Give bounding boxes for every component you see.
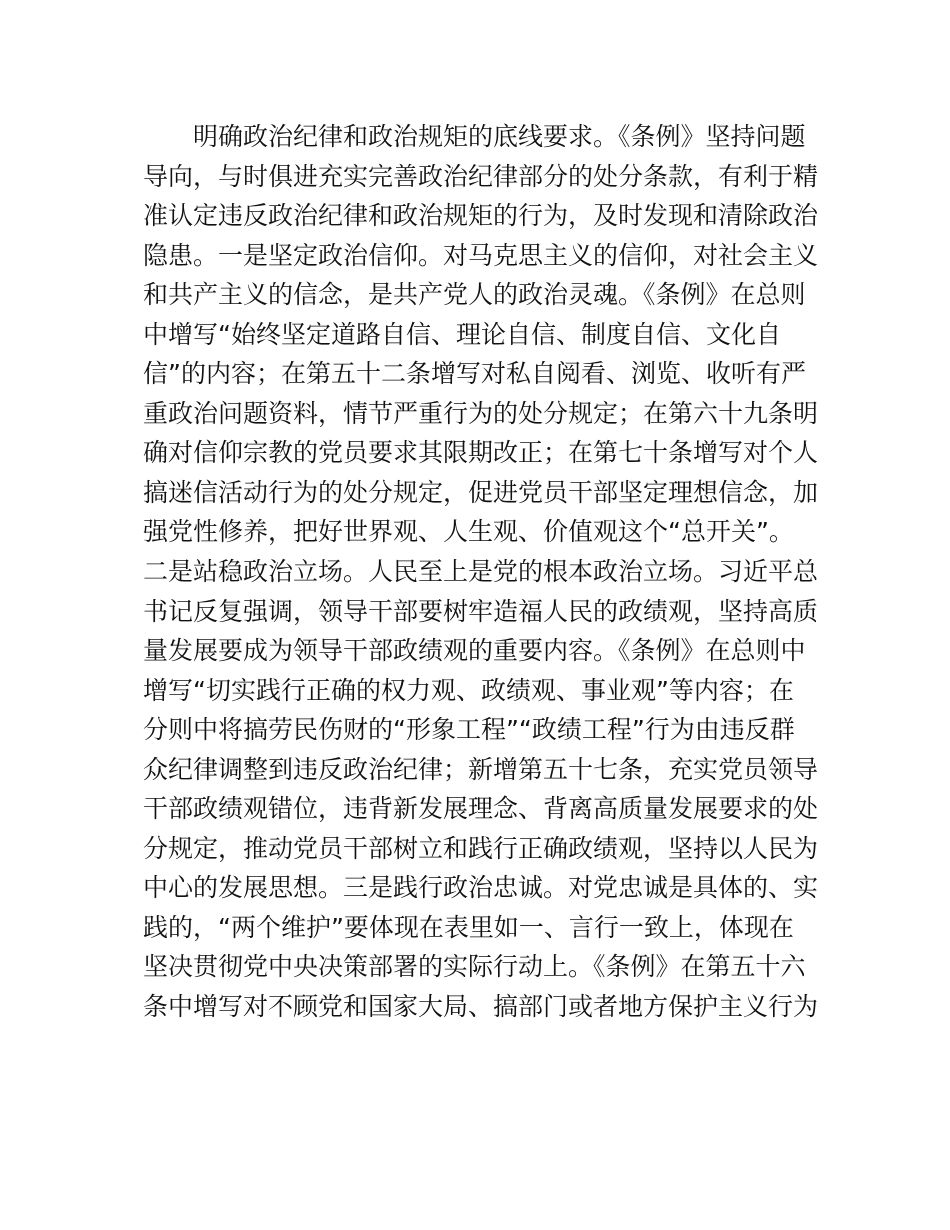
text-line: 坚决贯彻党中央决策部署的实际行动上。《条例》在第五十六 <box>143 952 806 982</box>
text-line: 和共产主义的信念，是共产党人的政治灵魂。《条例》在总则 <box>143 280 806 310</box>
text-line: 践的，“两个维护”要体现在表里如一、言行一致上，体现在 <box>143 912 794 942</box>
text-line: 确对信仰宗教的党员要求其限期改正；在第七十条增写对个人 <box>143 438 819 468</box>
text-line: 二是站稳政治立场。人民至上是党的根本政治立场。习近平总 <box>143 557 819 587</box>
body-paragraph <box>143 117 823 1027</box>
text-line: 搞迷信活动行为的处分规定，促进党员干部坚定理想信念，加 <box>143 477 819 507</box>
text-line: 条中增写对不顾党和国家大局、搞部门或者地方保护主义行为 <box>143 992 819 1022</box>
text-line: 信”的内容；在第五十二条增写对私自阅看、浏览、收听有严 <box>143 359 806 389</box>
text-line: 书记反复强调，领导干部要树牢造福人民的政绩观，坚持高质 <box>143 596 819 626</box>
text-line: 众纪律调整到违反政治纪律；新增第五十七条，充实党员领导 <box>143 754 819 784</box>
text-line: 分规定，推动党员干部树立和践行正确政绩观，坚持以人民为 <box>143 833 819 863</box>
text-line: 分则中将搞劳民伤财的“形象工程”“政绩工程”行为由违反群 <box>143 715 795 745</box>
text-line: 增写“切实践行正确的权力观、政绩观、事业观”等内容；在 <box>143 675 794 705</box>
text-line: 强党性修养，把好世界观、人生观、价值观这个“总开关”。 <box>143 517 794 547</box>
text-line: 中心的发展思想。三是践行政治忠诚。对党忠诚是具体的、实 <box>143 873 819 903</box>
text-line: 明确政治纪律和政治规矩的底线要求。《条例》坚持问题 <box>193 122 806 151</box>
text-line: 重政治问题资料，情节严重行为的处分规定；在第六十九条明 <box>143 398 819 428</box>
text-line: 导向，与时俱进充实完善政治纪律部分的处分条款，有利于精 <box>143 161 819 191</box>
text-line: 中增写“始终坚定道路自信、理论自信、制度自信、文化自 <box>143 319 781 349</box>
text-line: 量发展要成为领导干部政绩观的重要内容。《条例》在总则中 <box>143 636 806 666</box>
text-line: 干部政绩观错位，违背新发展理念、背离高质量发展要求的处 <box>143 794 819 824</box>
text-line: 准认定违反政治纪律和政治规矩的行为，及时发现和清除政治 <box>143 201 819 231</box>
text-line: 隐患。一是坚定政治信仰。对马克思主义的信仰，对社会主义 <box>143 240 819 270</box>
